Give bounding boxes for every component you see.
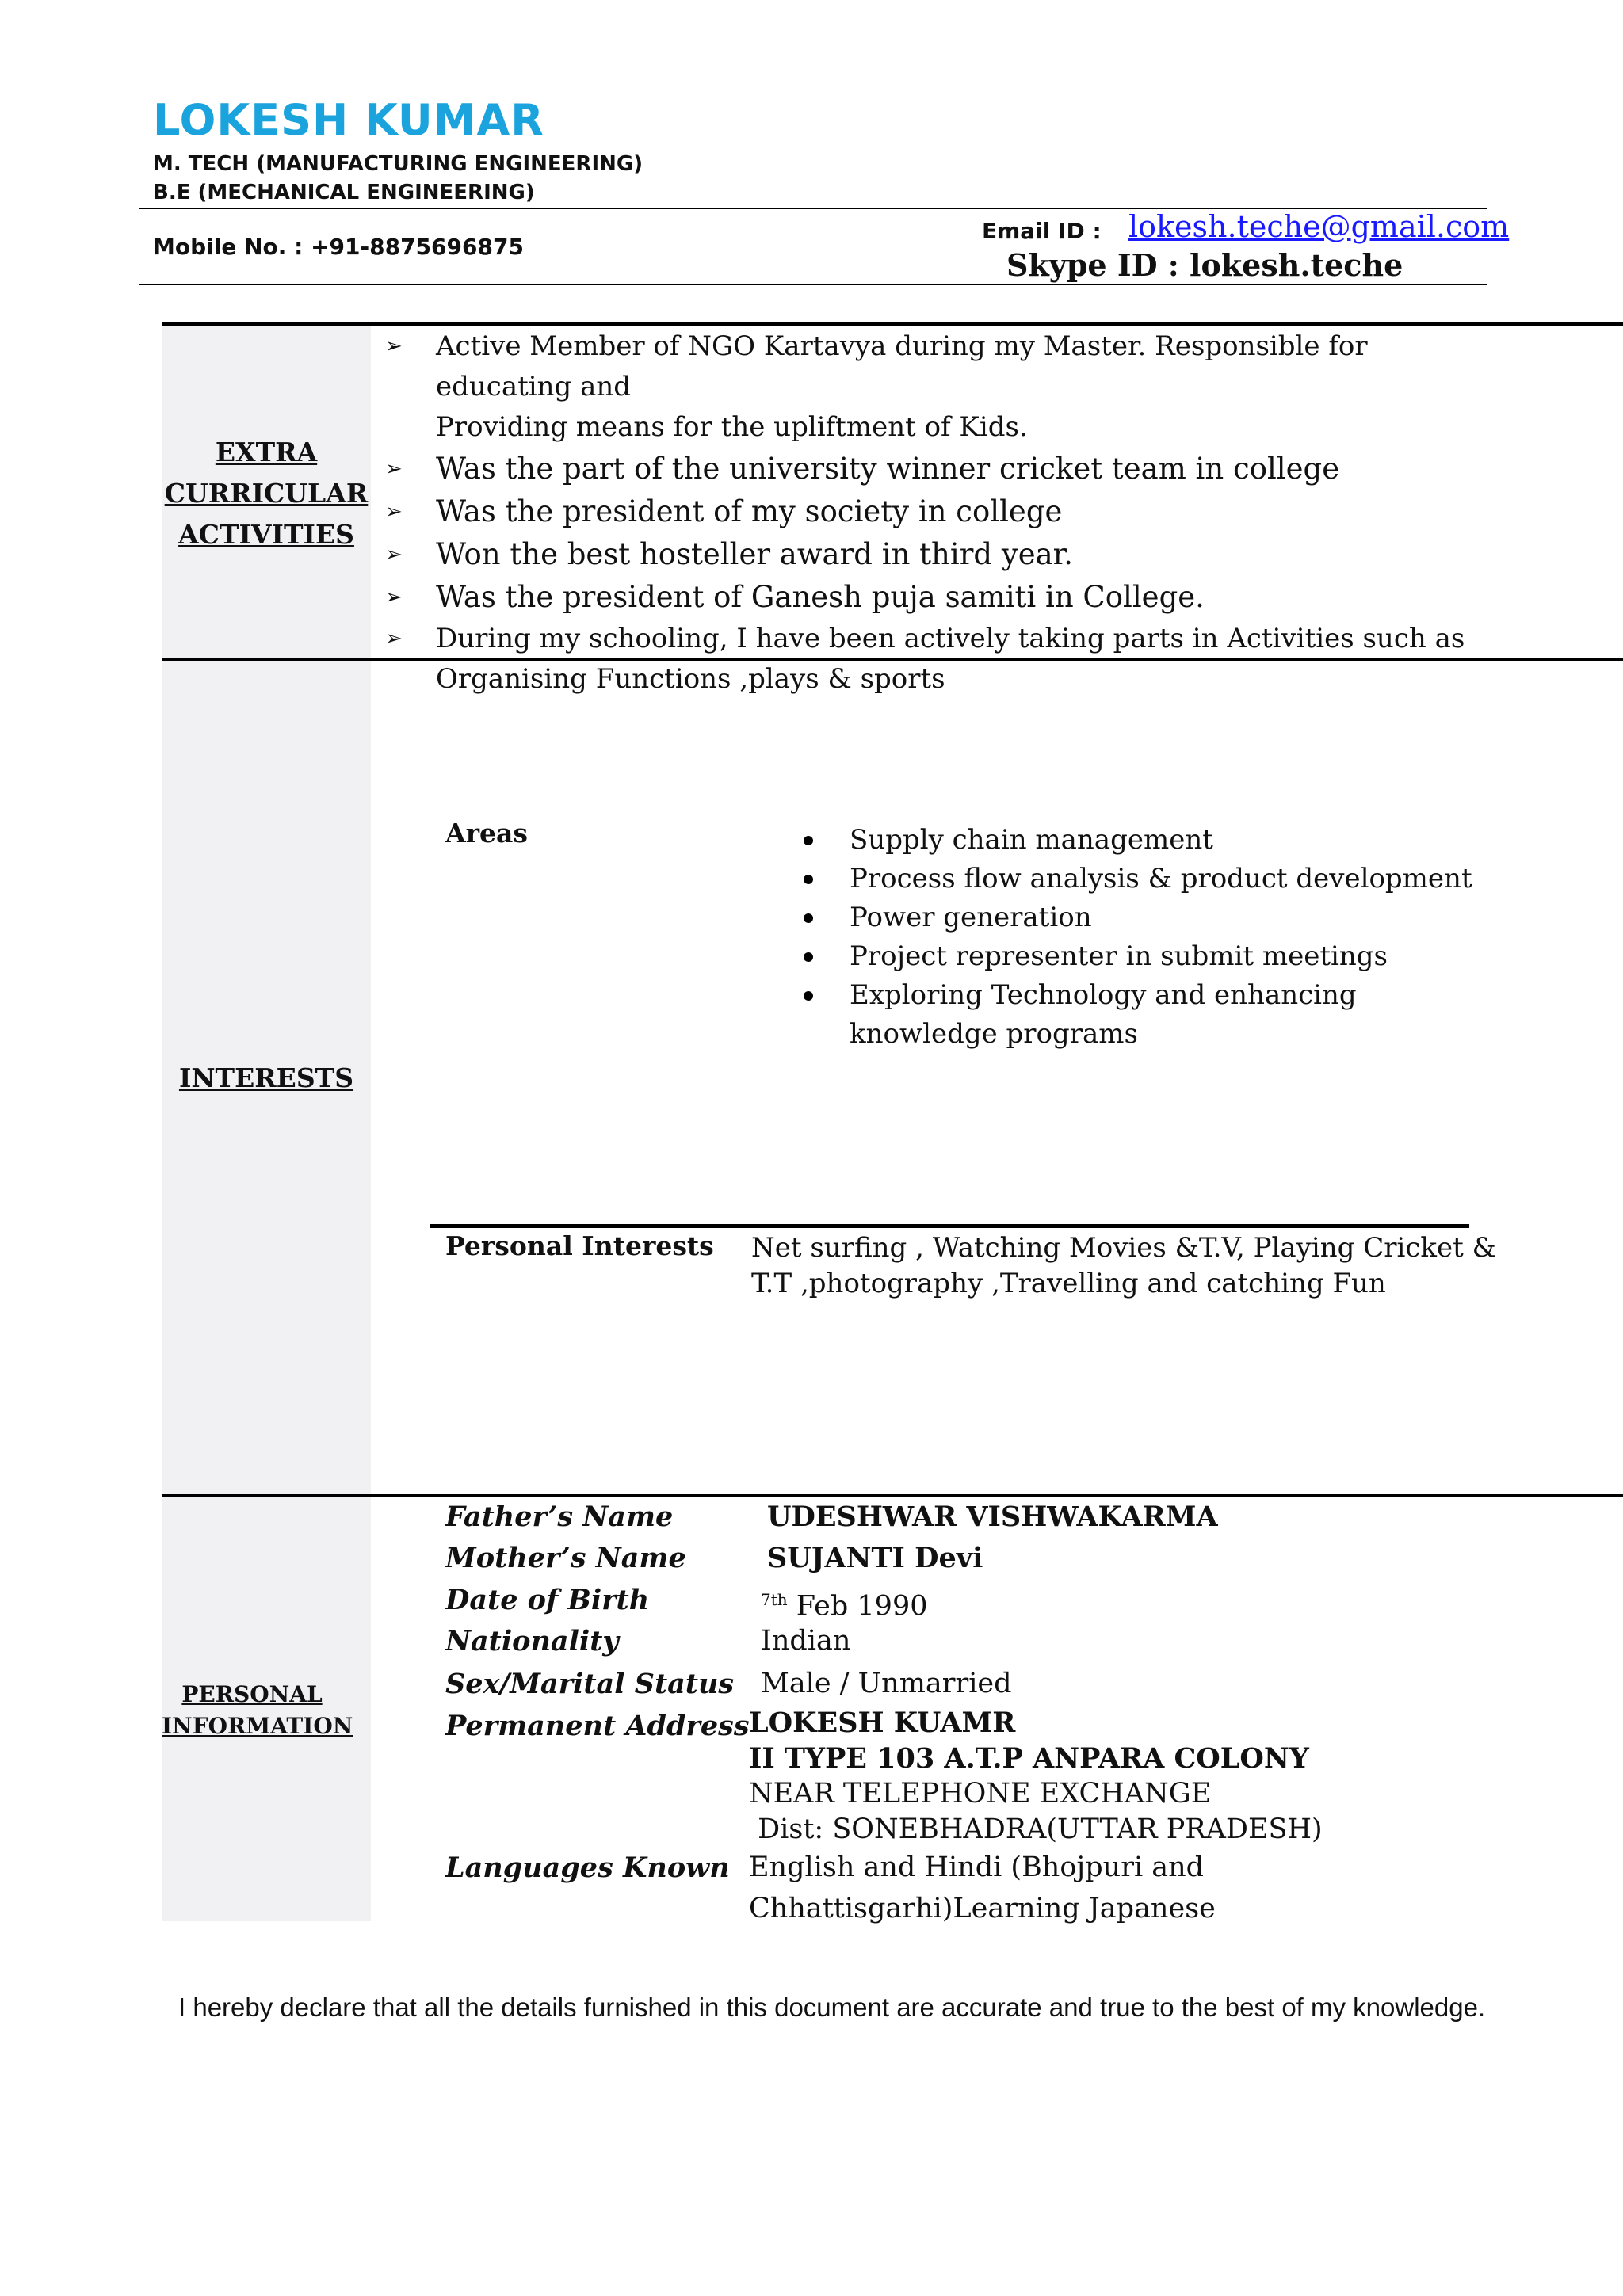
- address-value: LOKESH KUAMR II TYPE 103 A.T.P ANPARA COLONY NEAR TELEPHONE EXCHANGE Dist: SONEBHADRA(UTTAR PRADESH): [749, 1707, 1323, 1845]
- list-item: Project representer in submit meetings: [804, 937, 1517, 976]
- arrow-bullet-icon: ➢: [385, 334, 403, 358]
- address-label: Permanent Address: [445, 1710, 750, 1742]
- list-item: Supply chain management: [804, 821, 1517, 860]
- dob-label: Date of Birth: [445, 1584, 650, 1616]
- mothers-name-value: SUJANTI Devi: [767, 1542, 983, 1574]
- list-item: ➢ Was the part of the university winner cricket team in college: [385, 448, 1479, 490]
- extra-curricular-sidebar: [162, 326, 371, 658]
- personal-interests-value: Net surfing , Watching Movies &T.V, Playing Cricket & T.T ,photography ,Travelling and catching Fun: [751, 1232, 1496, 1299]
- sex-marital-value: Male / Unmarried: [761, 1668, 1012, 1699]
- fathers-name-label: Father’s Name: [445, 1501, 674, 1533]
- list-item: ➢ Was the president of Ganesh puja samiti in College.: [385, 576, 1479, 619]
- personal-sidebar: [162, 1497, 371, 1921]
- areas-label: Areas: [445, 818, 528, 849]
- arrow-bullet-icon: ➢: [385, 585, 403, 609]
- areas-list: [804, 821, 1517, 1054]
- personal-title-2: INFORMATION: [162, 1713, 353, 1739]
- list-item: ➢ Won the best hosteller award in third year.: [385, 533, 1479, 576]
- fathers-name-value: UDESHWAR VISHWAKARMA: [767, 1501, 1218, 1533]
- bullet-dot-icon: [804, 875, 813, 884]
- extra-curricular-title-1: EXTRA: [215, 437, 318, 467]
- candidate-name: LOKESH KUMAR: [153, 95, 544, 145]
- mobile-number: Mobile No. : +91-8875696875: [153, 234, 524, 260]
- extra-curricular-list: [385, 326, 1479, 700]
- email-label: Email ID :: [982, 218, 1102, 244]
- list-item: ➢ Active Member of NGO Kartavya during my Master. Responsible for educating and Providing means for the upliftment of Kids.: [385, 326, 1479, 448]
- list-item-continuation: knowledge programs: [850, 1018, 1138, 1050]
- bullet-dot-icon: [804, 913, 813, 923]
- interests-title: INTERESTS: [178, 1062, 354, 1093]
- section-divider-interests: [162, 658, 1623, 661]
- nationality-value: Indian: [761, 1625, 851, 1657]
- dob-value: $^{7th}$ Feb 1990: [761, 1590, 928, 1623]
- arrow-bullet-icon: ➢: [385, 543, 403, 566]
- list-item: ➢ Was the president of my society in college: [385, 490, 1479, 533]
- section-divider-extra: [162, 322, 1623, 326]
- extra-curricular-title-3: ACTIVITIES: [178, 519, 354, 550]
- personal-interests-divider: [430, 1224, 1469, 1228]
- degree-mtech: M. TECH (MANUFACTURING ENGINEERING): [153, 152, 643, 176]
- sex-marital-label: Sex/Marital Status: [445, 1668, 735, 1700]
- mothers-name-label: Mother’s Name: [445, 1542, 686, 1574]
- bullet-dot-icon: [804, 991, 813, 1001]
- arrow-bullet-icon: ➢: [385, 627, 403, 650]
- personal-interests-label: Personal Interests: [445, 1230, 714, 1261]
- languages-label: Languages Known: [445, 1852, 730, 1884]
- list-item: Power generation: [804, 898, 1517, 937]
- list-item: Process flow analysis & product development: [804, 860, 1517, 898]
- arrow-bullet-icon: ➢: [385, 500, 403, 524]
- skype-id: Skype ID : lokesh.teche: [1006, 247, 1403, 283]
- header-divider-bottom: [139, 284, 1487, 285]
- degree-be: B.E (MECHANICAL ENGINEERING): [153, 181, 535, 204]
- email-link[interactable]: lokesh.teche@gmail.com: [1128, 209, 1510, 244]
- languages-value: English and Hindi (Bhojpuri and Chhattisgarhi)Learning Japanese: [749, 1852, 1216, 1924]
- bullet-dot-icon: [804, 836, 813, 845]
- declaration-text: I hereby declare that all the details furnished in this document are accurate and true to the best of my knowledge.: [178, 1993, 1486, 2022]
- extra-curricular-title-2: CURRICULAR: [164, 478, 369, 509]
- personal-title-1: PERSONAL: [181, 1681, 323, 1707]
- interests-sidebar: [162, 661, 371, 1494]
- list-item: Exploring Technology and enhancing: [804, 976, 1517, 1015]
- bullet-dot-icon: [804, 952, 813, 962]
- arrow-bullet-icon: ➢: [385, 457, 403, 481]
- nationality-label: Nationality: [445, 1625, 619, 1657]
- list-item: ➢ During my schooling, I have been actively taking parts in Activities such as Organising Functions ,plays & sports: [385, 619, 1479, 700]
